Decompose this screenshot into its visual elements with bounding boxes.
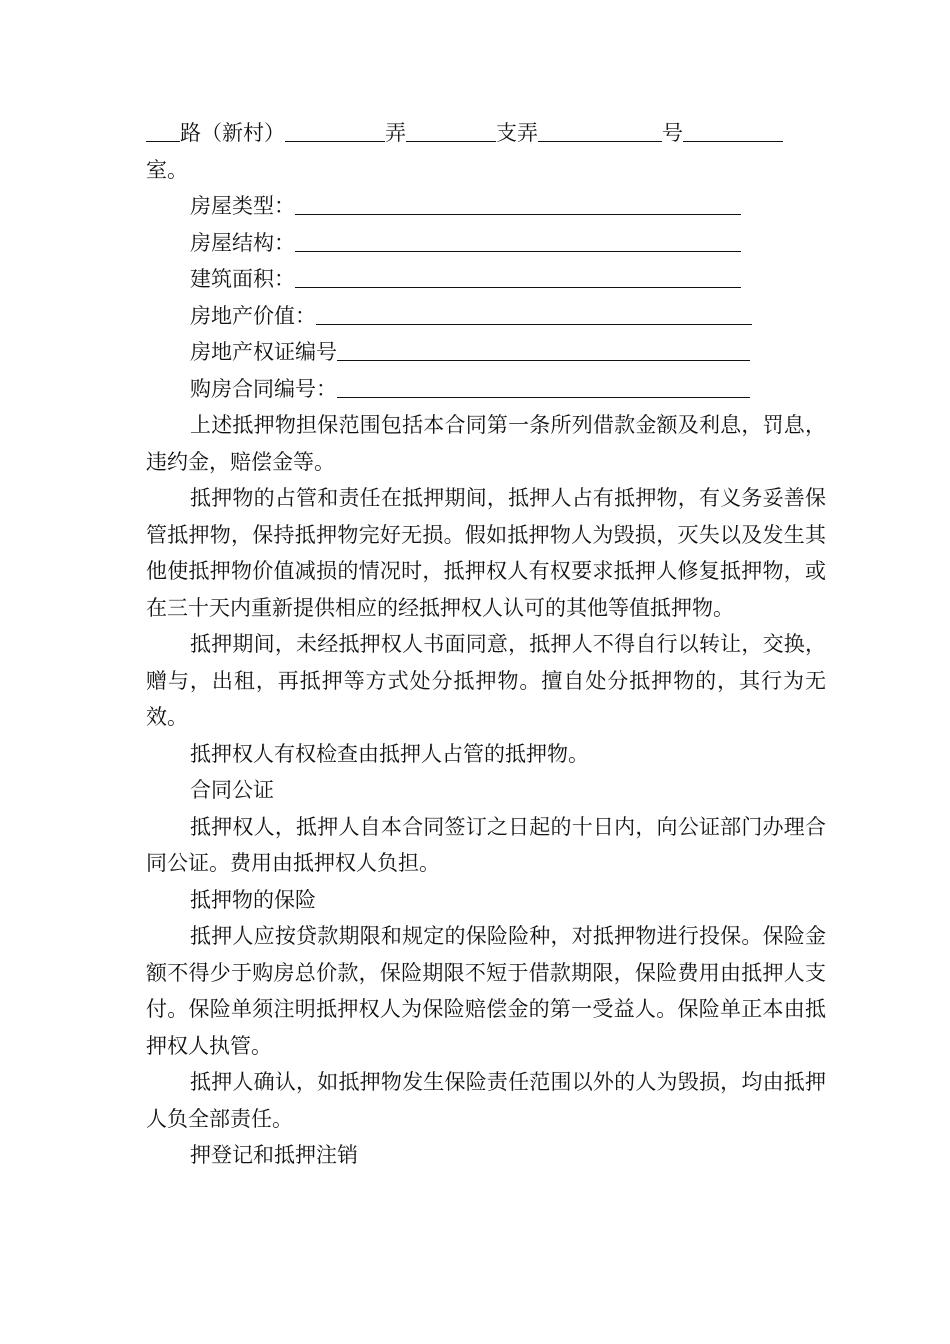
room-line <box>146 152 826 189</box>
paragraph-custody: 抵押物的占管和责任在抵押期间，抵押人占有抵押物，有义务妥善保管抵押物，保持抵押物完好无损。假如抵押物人为毁损，灭失以及发生其他使抵押物价值减损的情况时，抵押权人有权要求抵押人修复抵押物，或在三十天内重新提供相应的经抵押权人认可的其他等值抵押物。 <box>146 486 826 620</box>
heading-registration: 押登记和抵押注销 <box>190 1143 358 1167</box>
road-label: 路（新村） <box>180 121 285 145</box>
room-label: 室。 <box>146 157 188 182</box>
room-blank[interactable] <box>683 119 783 142</box>
paragraph-guarantee-scope: 上述抵押物担保范围包括本合同第一条所列借款金额及利息，罚息，违约金，赔偿金等。 <box>146 413 826 474</box>
field-blank[interactable] <box>295 192 741 215</box>
road-blank[interactable] <box>146 119 180 142</box>
paragraph-inspection: 抵押权人有权检查由抵押人占管的抵押物。 <box>190 741 589 766</box>
document-page <box>146 115 826 1174</box>
field-certificate-number <box>146 334 826 371</box>
field-house-type <box>146 188 826 225</box>
paragraph-disposal: 抵押期间，未经抵押权人书面同意，抵押人不得自行以转让，交换，赠与，出租，再抵押等方式处分抵押物。擅自处分抵押物的，其行为无效。 <box>146 632 826 729</box>
field-blank[interactable] <box>316 302 752 325</box>
field-label: 房地产权证编号 <box>190 340 337 364</box>
sub-lane-blank[interactable] <box>406 119 496 142</box>
field-blank[interactable] <box>337 338 750 361</box>
field-contract-number <box>146 371 826 408</box>
paragraph-insurance: 抵押人应按贷款期限和规定的保险险种，对抵押物进行投保。保险金额不得少于购房总价款，保险期限不短于借款期限，保险费用由抵押人支付。保险单须注明抵押权人为保险赔偿金的第一受益人。保险单正本由抵押权人执管。 <box>146 924 826 1058</box>
heading-notarization: 合同公证 <box>190 778 274 802</box>
field-property-value <box>146 298 826 335</box>
number-label: 号 <box>662 121 683 145</box>
lane-blank[interactable] <box>285 119 385 142</box>
field-house-structure <box>146 225 826 262</box>
address-line <box>146 115 826 152</box>
field-label: 房地产价值： <box>190 303 316 328</box>
field-blank[interactable] <box>295 229 741 252</box>
heading-insurance: 抵押物的保险 <box>190 887 316 912</box>
field-blank[interactable] <box>337 375 750 398</box>
field-label: 购房合同编号： <box>190 376 337 401</box>
paragraph-notarization: 抵押权人，抵押人自本合同签订之日起的十日内，向公证部门办理合同公证。费用由抵押权人负担。 <box>146 814 826 875</box>
sub-lane-label: 支弄 <box>496 121 538 145</box>
field-label: 建筑面积： <box>190 267 295 291</box>
lane-label: 弄 <box>385 121 406 145</box>
field-label: 房屋结构： <box>190 230 295 255</box>
number-blank[interactable] <box>538 119 662 142</box>
field-label: 房屋类型： <box>190 194 295 218</box>
field-building-area <box>146 261 826 298</box>
field-blank[interactable] <box>295 265 741 288</box>
paragraph-liability: 抵押人确认，如抵押物发生保险责任范围以外的人为毁损，均由抵押人负全部责任。 <box>146 1070 826 1131</box>
